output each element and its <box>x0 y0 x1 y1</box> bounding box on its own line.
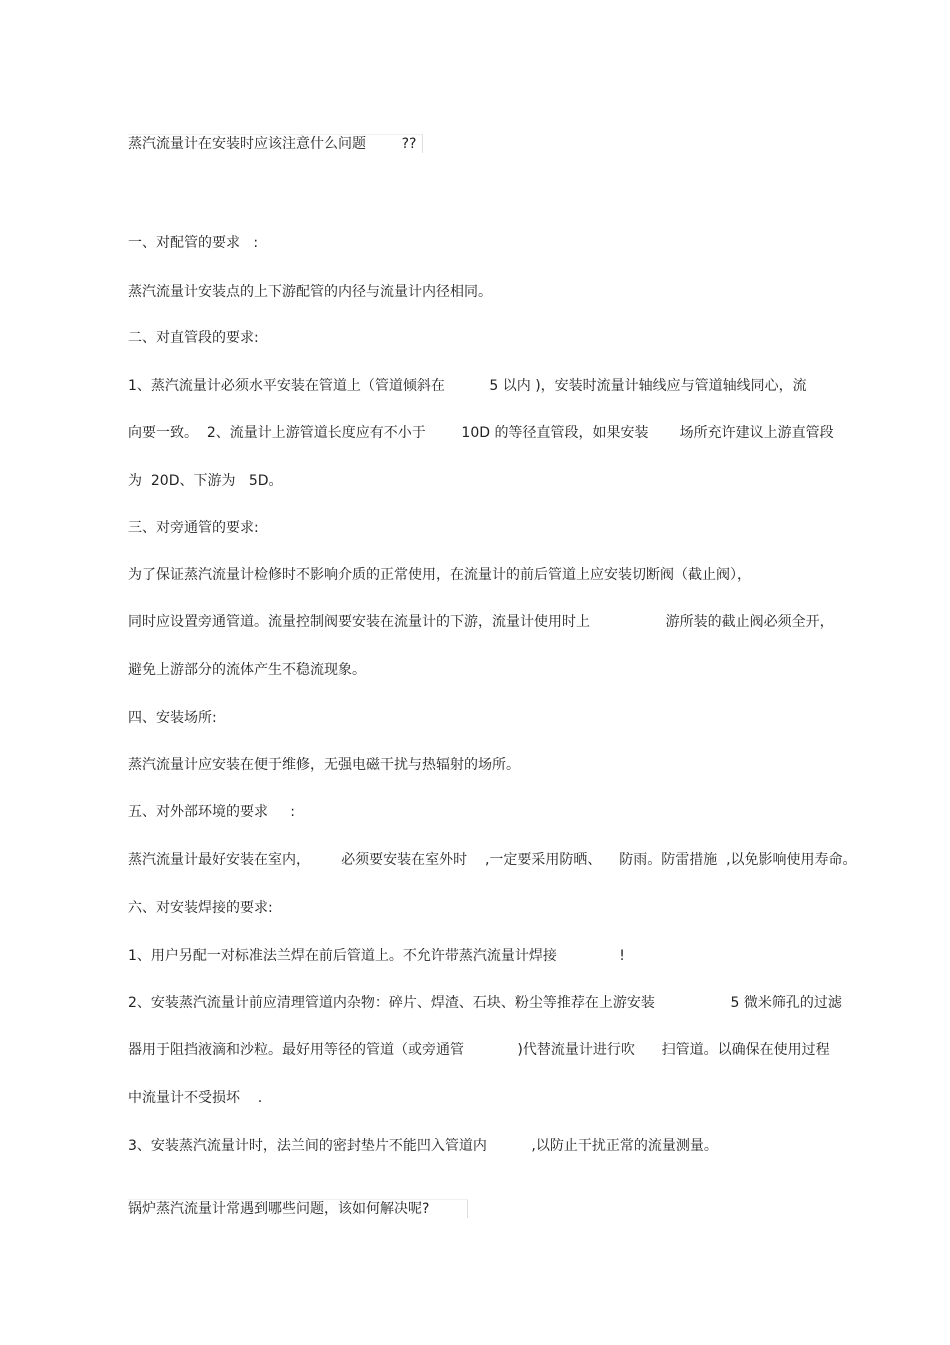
paragraph-welding-item-2-line-1: 2、安装蒸汽流量计前应清理管道内杂物：碎片、焊渣、石块、粉尘等推荐在上游安装 5 微米筛孔的过滤 <box>128 995 842 1011</box>
paragraph-welding-item-2-line-2: 器用于阻挡液滴和沙粒。最好用等径的管道（或旁通管 )代替流量计进行吹 扫管道。以确保在使用过程 <box>128 1042 830 1058</box>
paragraph-location: 蒸汽流量计应安装在便于维修，无强电磁干扰与热辐射的场所。 <box>128 757 520 773</box>
section-heading-location: 四、安装场所: <box>128 710 217 726</box>
section-heading-welding: 六、对安装焊接的要求: <box>128 900 273 916</box>
paragraph-bypass-line-3: 避免上游部分的流体产生不稳流现象。 <box>128 662 366 678</box>
paragraph-bypass-line-1: 为了保证蒸汽流量计检修时不影响介质的正常使用，在流量计的前后管道上应安装切断阀（截止阀）， <box>128 567 751 583</box>
paragraph-welding-item-2-line-3: 中流量计不受损坏 . <box>128 1090 263 1106</box>
paragraph-straight-pipe-line-2: 向要一致。 2、流量计上游管道长度应有不小于 10D 的等径直管段，如果安装 场所充许建议上游直管段 <box>128 425 834 441</box>
footer-title: 锅炉蒸汽流量计常遇到哪些问题，该如何解决呢? <box>128 1199 468 1218</box>
paragraph-straight-pipe-line-3: 为 20D、下游为 5D。 <box>128 473 283 489</box>
document-title: 蒸汽流量计在安装时应该注意什么问题 ?? <box>128 134 423 153</box>
paragraph-welding-item-3: 3、安装蒸汽流量计时，法兰间的密封垫片不能凹入管道内 ,以防止干扰正常的流量测量。 <box>128 1138 718 1154</box>
section-heading-bypass: 三、对旁通管的要求: <box>128 520 259 536</box>
paragraph-bypass-line-2: 同时应设置旁通管道。流量控制阀要安装在流量计的下游，流量计使用时上 游所装的截止阀必须全开， <box>128 614 834 630</box>
paragraph-environment: 蒸汽流量计最好安装在室内， 必须要安装在室外时 ,一定要采用防晒、 防雨。防雷措施 ,以免影响使用寿命。 <box>128 852 857 868</box>
section-heading-environment: 五、对外部环境的要求 : <box>128 804 295 820</box>
paragraph-straight-pipe-line-1: 1、蒸汽流量计必须水平安装在管道上（管道倾斜在 5 以内 )，安装时流量计轴线应与管道轴线同心，流 <box>128 378 807 394</box>
section-heading-straight-pipe: 二、对直管段的要求: <box>128 330 259 346</box>
section-heading-piping: 一、对配管的要求 : <box>128 235 259 251</box>
paragraph-welding-item-1: 1、用户另配一对标准法兰焊在前后管道上。不允许带蒸汽流量计焊接 ! <box>128 948 625 964</box>
paragraph-piping: 蒸汽流量计安装点的上下游配管的内径与流量计内径相同。 <box>128 284 492 300</box>
